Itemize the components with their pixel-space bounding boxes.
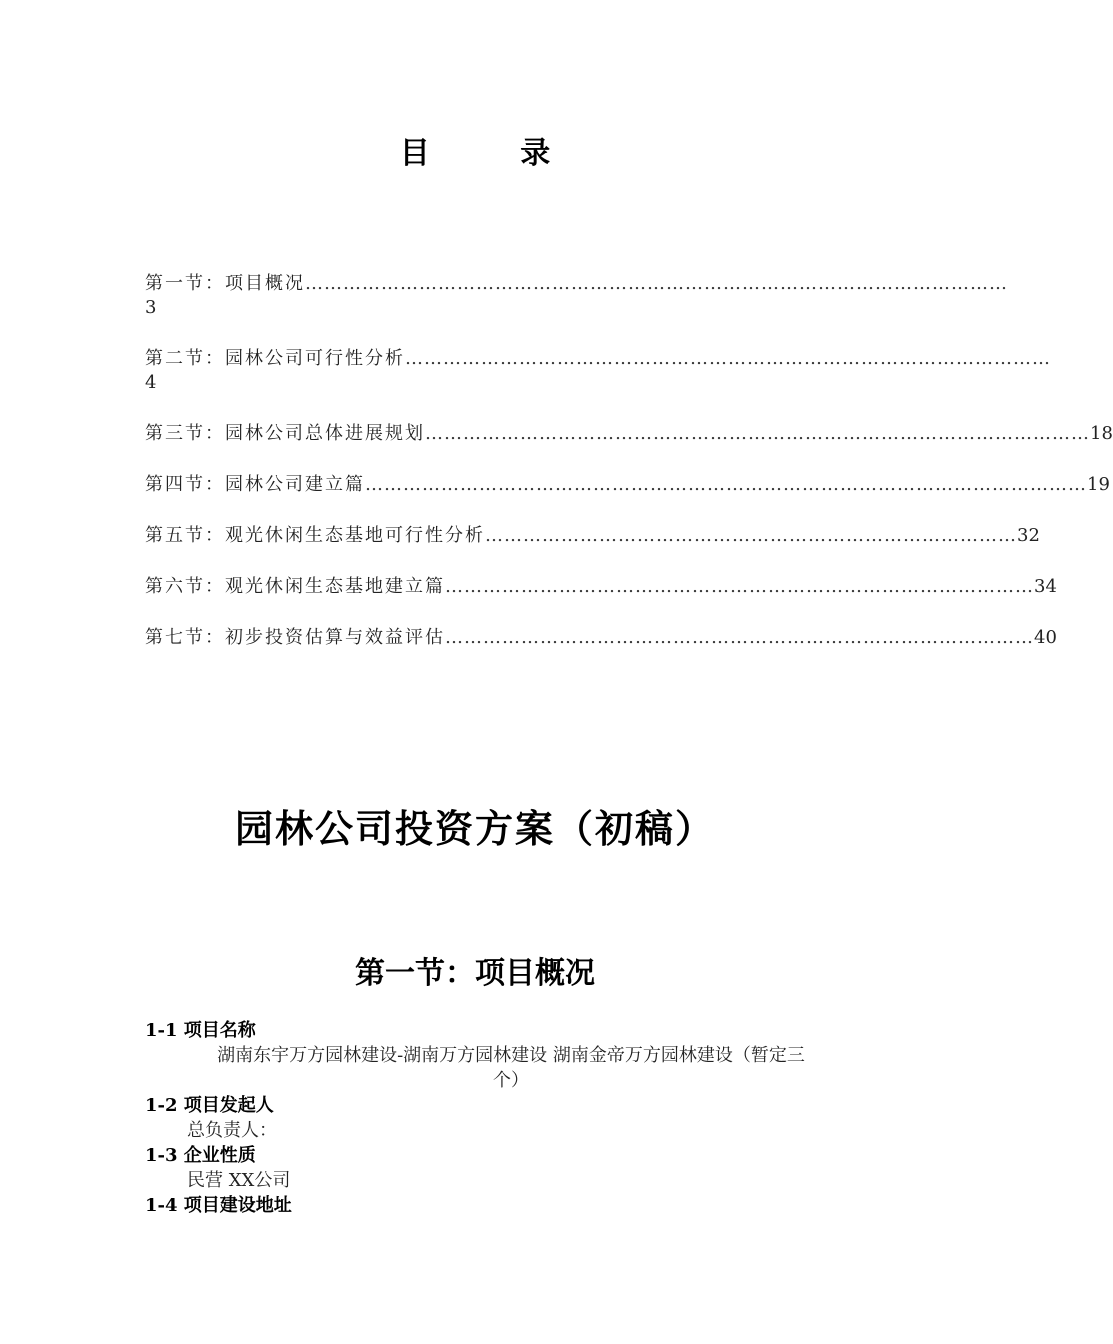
toc-entry-label: 第五节：观光休闲生态基地可行性分析: [145, 525, 485, 546]
toc-page-number: 32: [1017, 525, 1040, 546]
item-text-project-sponsor: 总负责人：: [187, 1120, 277, 1141]
toc-entry-label: 第六节：观光休闲生态基地建立篇: [145, 576, 445, 597]
toc-leader: ……………………………………………………………………………………………………: [365, 474, 1087, 495]
section-title: 第一节：项目概况: [355, 956, 595, 991]
toc-entry-label: 第一节：项目概况: [145, 273, 305, 294]
toc-leader: …………………………………………………………………………: [485, 525, 1017, 546]
toc-entry-label: 第七节：初步投资估算与效益评估: [145, 627, 445, 648]
toc-page-number: 18: [1090, 423, 1113, 444]
item-text-enterprise-nature: 民营 XX公司: [187, 1170, 291, 1191]
item-text-project-name: 湖南东宇万方园林建设-湖南万方园林建设 湖南金帝万方园林建设（暂定三个）: [217, 1045, 805, 1091]
toc-leader: …………………………………………………………………………………………: [405, 348, 1051, 369]
toc-entry-7[interactable]: [145, 626, 1057, 650]
toc-entry-3[interactable]: [145, 422, 1113, 446]
toc-leader: ……………………………………………………………………………………………: [425, 423, 1090, 444]
toc-page-number: 19: [1087, 474, 1110, 495]
item-heading-project-sponsor: 1-2 项目发起人: [145, 1095, 274, 1116]
toc-entry-1[interactable]: [145, 272, 1008, 320]
toc-page-number: 3: [145, 297, 157, 318]
toc-entry-label: 第二节：园林公司可行性分析: [145, 348, 405, 369]
document-title: 园林公司投资方案（初稿）: [234, 806, 715, 851]
toc-entry-label: 第三节：园林公司总体进展规划: [145, 423, 425, 444]
toc-leader: …………………………………………………………………………………: [445, 576, 1034, 597]
toc-page-number: 40: [1034, 627, 1057, 648]
document-body: [145, 1018, 815, 1218]
toc-leader: …………………………………………………………………………………………………: [305, 273, 1008, 294]
toc-leader: …………………………………………………………………………………: [445, 627, 1034, 648]
item-heading-enterprise-nature: 1-3 企业性质: [145, 1145, 256, 1166]
toc-title: 目 录: [399, 136, 591, 171]
toc-entry-5[interactable]: [145, 524, 1040, 548]
toc-page-number: 34: [1034, 576, 1057, 597]
toc-page-number: 4: [145, 372, 157, 393]
item-heading-construction-address: 1-4 项目建设地址: [145, 1195, 292, 1216]
toc-entry-6[interactable]: [145, 575, 1057, 599]
toc-entry-label: 第四节：园林公司建立篇: [145, 474, 365, 495]
item-heading-project-name: 1-1 项目名称: [145, 1020, 256, 1041]
toc-entry-4[interactable]: [145, 473, 1110, 497]
toc-entry-2[interactable]: [145, 347, 1051, 395]
table-of-contents: [145, 272, 1113, 677]
